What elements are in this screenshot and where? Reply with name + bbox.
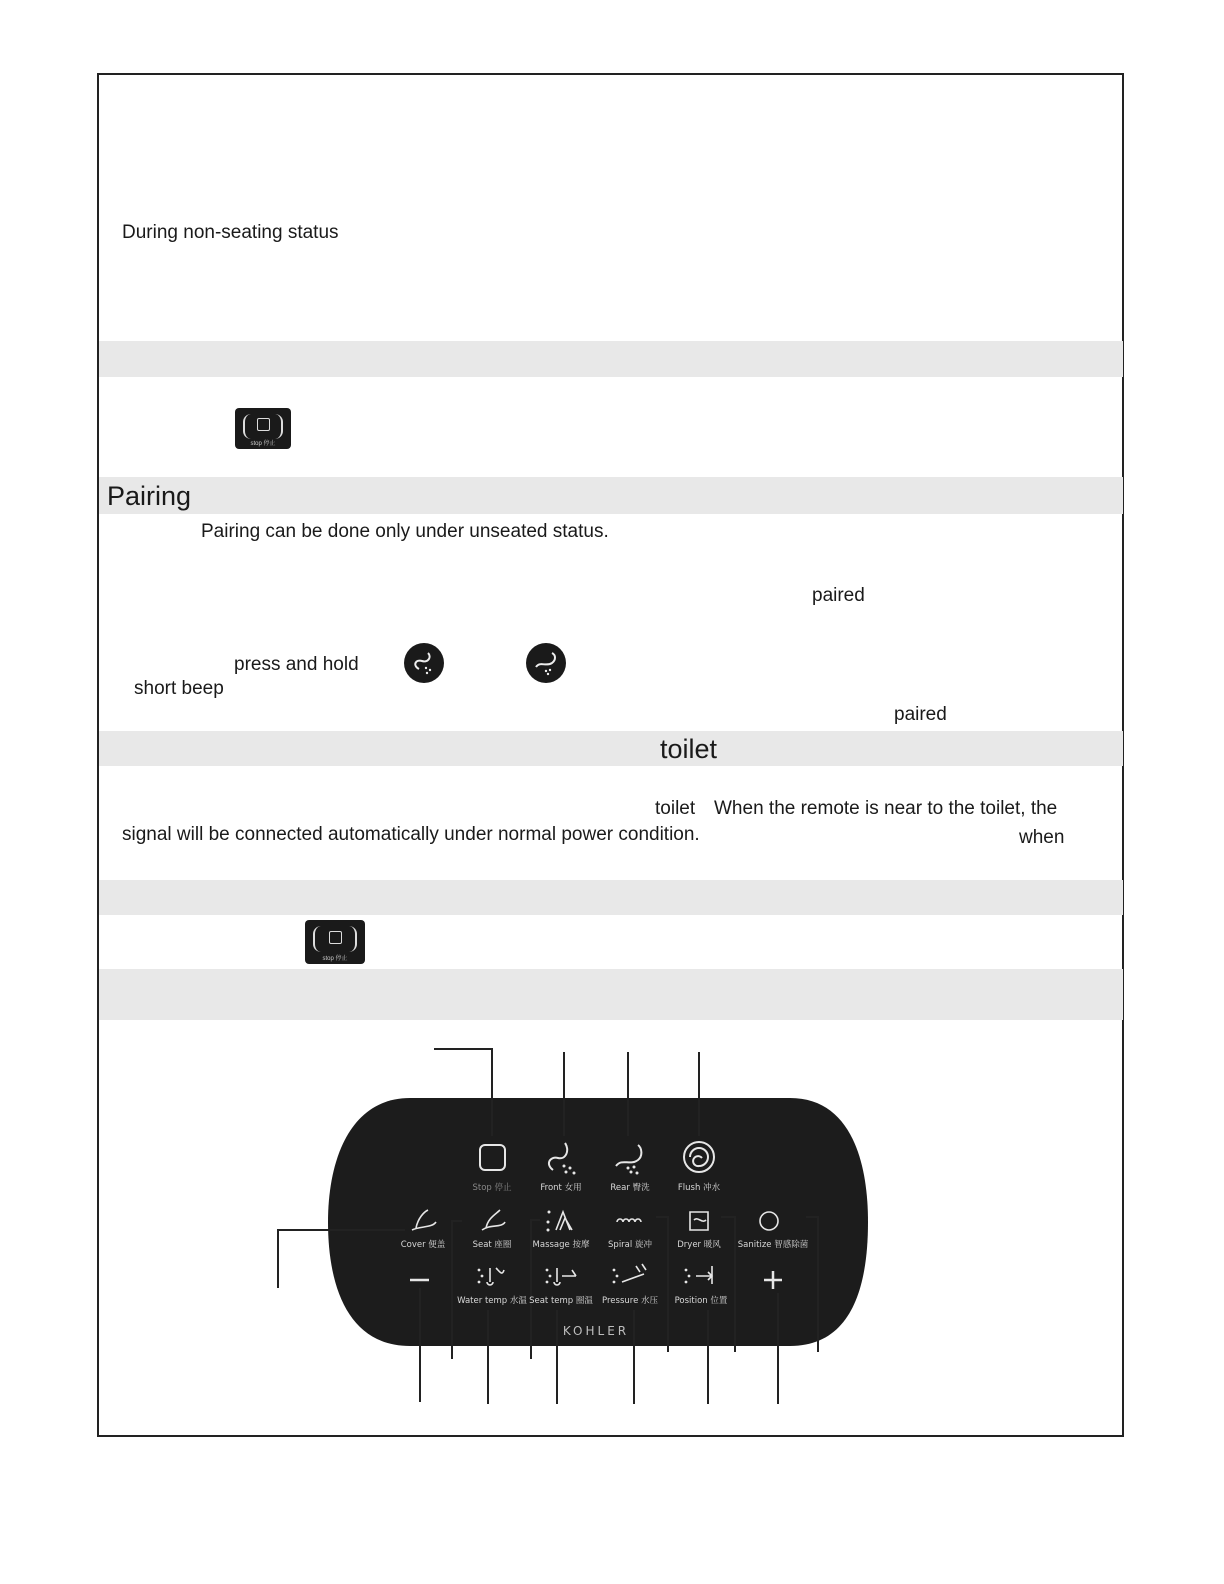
label-pressure: Pressure 水压	[602, 1296, 658, 1306]
label-spiral: Spiral 旋冲	[608, 1240, 652, 1250]
paired-label-1: paired	[812, 585, 865, 606]
press-and-hold-text: press and hold	[234, 654, 359, 675]
label-sanitize: Sanitize 智感除菌	[737, 1240, 809, 1250]
toilet-line1: When the remote is near to the toilet, the	[714, 798, 1058, 819]
label-seat-temp: Seat temp 圈温	[529, 1296, 593, 1306]
toilet-line2: signal will be connected automatically under normal power condition.	[122, 824, 700, 845]
label-water-temp: Water temp 水温	[457, 1296, 527, 1306]
status-line: During non-seating status	[122, 222, 339, 243]
paired-label-2: paired	[894, 704, 947, 725]
stop-icon-label-2: stop 停止	[322, 956, 348, 962]
pairing-note: Pairing can be done only under unseated status.	[201, 521, 609, 542]
pairing-heading: Pairing	[107, 481, 192, 511]
stop-icon-label: stop 停止	[250, 441, 276, 447]
toilet-heading: toilet	[660, 734, 718, 764]
label-front: Front 女用	[540, 1183, 582, 1193]
label-rear: Rear 臀洗	[610, 1183, 650, 1193]
label-position: Position 位置	[674, 1296, 728, 1306]
label-flush: Flush 冲水	[677, 1183, 721, 1193]
toilet-when: when	[1019, 827, 1065, 848]
remote-body	[328, 1098, 868, 1346]
brand-logo: KOHLER	[562, 1324, 630, 1338]
toilet-word: toilet	[655, 798, 696, 819]
label-seat: Seat 座圈	[472, 1240, 512, 1250]
short-beep-text: short beep	[134, 678, 224, 699]
label-stop: Stop 停止	[472, 1183, 512, 1193]
label-dryer: Dryer 暖风	[677, 1240, 721, 1250]
label-cover: Cover 便盖	[400, 1240, 446, 1250]
label-massage: Massage 按摩	[532, 1240, 590, 1250]
